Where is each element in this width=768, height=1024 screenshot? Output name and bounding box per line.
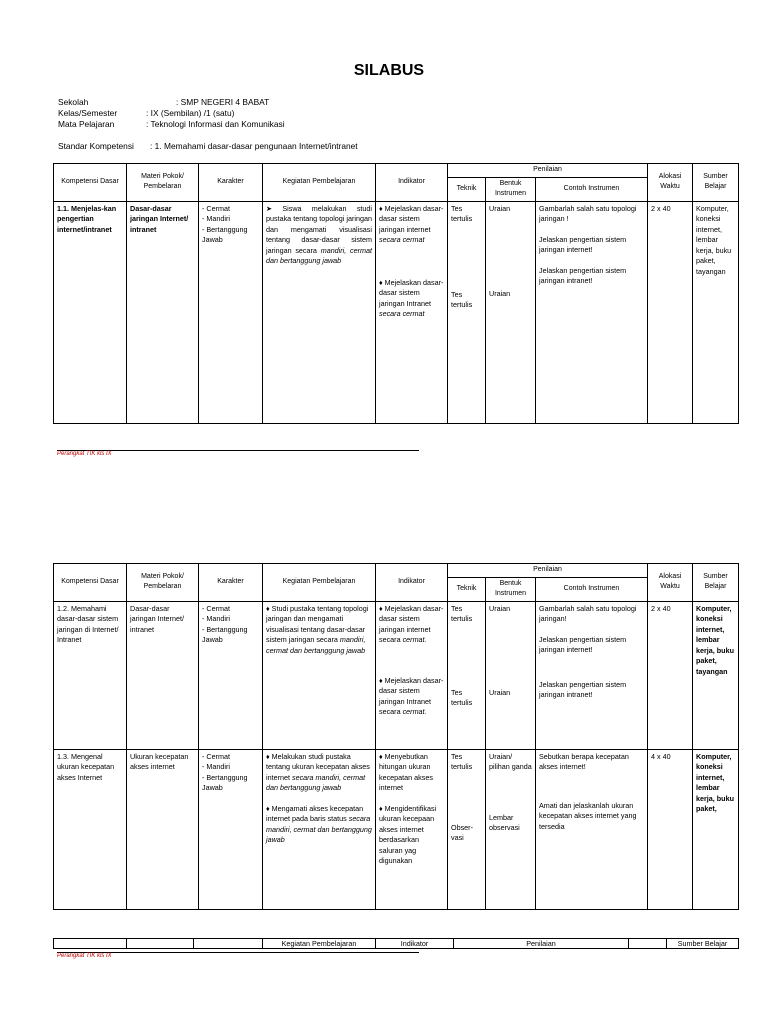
bentuk-text: Uraian/ pilihan ganda — [489, 751, 532, 771]
info-value: : Teknologi Informasi dan Komunikasi — [146, 119, 285, 129]
bottom-cell-empty — [629, 939, 667, 949]
bottom-cell-empty — [54, 939, 127, 949]
indikator-italic: secara cermat — [379, 309, 425, 318]
header-teknik: Teknik — [448, 177, 486, 201]
standar-value: : 1. Memahami dasar-dasar pengunaan Internet/intranet — [150, 141, 358, 151]
teknik-cell — [448, 201, 486, 423]
header-bentuk: Bentuk Instrumen — [486, 177, 536, 201]
info-kelas — [58, 108, 234, 118]
kegiatan-cell — [263, 749, 376, 909]
kegiatan-text: Siswa melakukan studi pustaka tentang topologi jaringan dan mengamati visualisasi tentang dasar-dasar sistem jaringan secara — [266, 203, 373, 255]
materi-cell — [127, 749, 199, 909]
teknik-text: Tes tertulis — [451, 289, 473, 309]
contoh-text: Gambarlah salah satu topologi jaringan! — [539, 603, 637, 623]
karakter-item: - Mandiri — [202, 614, 230, 623]
contoh-text: Sebutkan berapa kecepatan akses internet! — [539, 751, 629, 771]
kegiatan-italic: secara mandiri, cermat dan bertanggung jawab — [266, 814, 372, 844]
header-kegiatan: Kegiatan Pembelajaran — [263, 164, 376, 202]
bottom-indikator: Indikator — [376, 939, 454, 949]
indikator-italic: cermat. — [402, 707, 427, 716]
header-materi: Materi Pokok/ Pembelaran — [127, 564, 199, 602]
sumber-cell — [693, 749, 739, 909]
karakter-item: - Bertanggung Jawab — [202, 624, 248, 644]
kd-text: 1.2. Memahami dasar-dasar sistem jaringan di Internet/ Intranet — [57, 603, 119, 644]
karakter-item: - Cermat — [202, 751, 230, 761]
kegiatan-text: ♦ Studi pustaka tentang topologi jaringan dan mengamati visualisasi tentang dasar-dasar sistem jaringan secara — [266, 603, 369, 644]
kd-cell — [54, 749, 127, 909]
karakter-cell — [199, 749, 263, 909]
kegiatan-italic: mandiri, cermat dan bertanggung jawab — [266, 635, 366, 655]
header-penilaian: Penilaian — [448, 164, 648, 178]
indikator-italic: cermat. — [402, 635, 427, 644]
standar-label: Standar Kompetensi — [58, 141, 134, 151]
indikator-text: ♦ Mejelaskan dasar-dasar sistem jaringan Intranet — [379, 277, 444, 308]
karakter-item: - Cermat — [202, 203, 230, 213]
indikator-text: ♦ Mejelaskan dasar-dasar sistem jaringan internet — [379, 203, 444, 234]
header-sumber: Sumber Belajar — [693, 164, 739, 202]
alokasi-text: 2 x 40 — [651, 603, 671, 613]
kegiatan-text: ♦ Melakukan studi pustaka tentang ukuran kecepatan akses internet — [266, 751, 370, 782]
materi-text: Ukuran kecepatan akses internet — [130, 751, 189, 771]
teknik-cell — [448, 601, 486, 749]
header-kd: Kompetensi Dasar — [54, 564, 127, 602]
contoh-text: Jelaskan pengertian sistem jaringan intranet! — [539, 265, 627, 285]
info-label: Mata Pelajaran — [58, 119, 115, 129]
bentuk-cell — [486, 601, 536, 749]
info-value: : IX (Sembilan) /1 (satu) — [146, 108, 235, 118]
footer-text: Perangkat TIK kls IX — [57, 451, 112, 457]
sumber-text: Komputer, koneksi internet, lembar kerja, buku paket, tayangan — [696, 603, 734, 676]
kegiatan-italic: secara mandiri, cermat dan bertanggung jawab — [266, 772, 366, 792]
syllabus-table-1 — [53, 163, 739, 424]
alokasi-cell — [648, 601, 693, 749]
info-sekolah — [58, 97, 269, 107]
info-label: Kelas/Semester — [58, 108, 118, 118]
karakter-cell — [199, 201, 263, 423]
info-value: : SMP NEGERI 4 BABAT — [176, 97, 270, 107]
bentuk-text: Uraian — [489, 688, 511, 697]
bottom-cell-empty — [194, 939, 263, 949]
indikator-italic: secara cermat — [379, 235, 425, 244]
karakter-item: - Bertanggung Jawab — [202, 224, 248, 244]
karakter-item: - Bertanggung Jawab — [202, 772, 248, 792]
materi-text: Dasar-dasar jaringan Internet/ intranet — [130, 603, 184, 634]
sumber-text: Komputer, koneksi internet, lembar kerja, buku paket, — [696, 751, 734, 813]
alokasi-cell — [648, 749, 693, 909]
sumber-text: Komputer, koneksi internet, lembar kerja, buku paket, tayangan — [696, 203, 732, 276]
bottom-kegiatan: Kegiatan Pembelajaran — [263, 939, 376, 949]
kd-text: 1.1. Menjelas-kan pengertian internet/intranet — [57, 203, 117, 234]
alokasi-text: 2 x 40 — [651, 203, 671, 213]
contoh-text: Jelaskan pengertian sistem jaringan internet! — [539, 234, 627, 254]
header-teknik: Teknik — [448, 577, 486, 601]
teknik-text: Tes tertulis — [451, 203, 473, 223]
kd-text: 1.3. Mengenal ukuran kecepatan akses Internet — [57, 751, 115, 782]
header-materi: Materi Pokok/ Pembelaran — [127, 164, 199, 202]
sumber-cell — [693, 201, 739, 423]
contoh-text: Amati dan jelaskanlah ukuran kecepatan akses internet yang tersedia — [539, 800, 637, 831]
header-indikator: Indikator — [376, 564, 448, 602]
bentuk-text: Uraian — [489, 289, 511, 298]
teknik-text: Tes tertulis — [451, 751, 473, 771]
header-alokasi: Alokasi Waktu — [648, 164, 693, 202]
materi-text: Dasar-dasar jaringan Internet/ intranet — [130, 203, 189, 234]
header-bentuk: Bentuk Instrumen — [486, 577, 536, 601]
header-contoh: Contoh Instrumen — [536, 577, 648, 601]
indikator-text: ♦ Menyebutkan hitungan ukuran kecepatan akses internet — [379, 751, 433, 792]
bottom-penilaian: Penilaian — [454, 939, 629, 949]
syllabus-table-2 — [53, 563, 739, 910]
contoh-cell — [536, 749, 648, 909]
info-label: Sekolah — [58, 97, 89, 107]
alokasi-text: 4 x 40 — [651, 751, 671, 761]
header-contoh: Contoh Instrumen — [536, 177, 648, 201]
kegiatan-cell — [263, 201, 376, 423]
bentuk-cell — [486, 749, 536, 909]
footer-text: Perangkat TIK kls IX — [57, 953, 112, 959]
indikator-cell — [376, 201, 448, 423]
header-kegiatan: Kegiatan Pembelajaran — [263, 564, 376, 602]
sumber-cell — [693, 601, 739, 749]
indikator-text: ♦ Mengidentifikasi ukuran kecepaan akses internet berdasarkan saluran yag digunakan — [379, 803, 437, 865]
teknik-cell — [448, 749, 486, 909]
teknik-text: Tes tertulis — [451, 603, 473, 623]
indikator-cell — [376, 749, 448, 909]
standar-kompetensi — [58, 141, 358, 151]
karakter-item: - Mandiri — [202, 214, 230, 223]
bentuk-text: Uraian — [489, 603, 511, 613]
arrow-bullet-icon: ➤ — [266, 203, 273, 213]
bottom-cell-empty — [127, 939, 194, 949]
materi-cell — [127, 601, 199, 749]
indikator-text: ♦ Mejelaskan dasar-dasar sistem jaringan internet secara — [379, 603, 444, 644]
karakter-item: - Cermat — [202, 603, 230, 613]
contoh-text: Jelaskan pengertian sistem jaringan intranet! — [539, 679, 627, 699]
header-kd: Kompetensi Dasar — [54, 164, 127, 202]
kegiatan-text: ♦ Mengamati akses kecepatan internet pada baris status — [266, 803, 364, 823]
bentuk-text: Lembar observasi — [489, 812, 520, 832]
indikator-text: ♦ Mejelaskan dasar-dasar sistem jaringan Intranet secara — [379, 675, 444, 716]
karakter-cell — [199, 601, 263, 749]
header-alokasi: Alokasi Waktu — [648, 564, 693, 602]
header-sumber: Sumber Belajar — [693, 564, 739, 602]
bottom-sumber: Sumber Belajar — [667, 939, 739, 949]
kegiatan-italic: mandiri, cermat dan bertanggung jawab — [266, 245, 373, 265]
indikator-cell — [376, 601, 448, 749]
header-penilaian: Penilaian — [448, 564, 648, 578]
teknik-text: Obser-vasi — [451, 822, 473, 842]
contoh-text: Gambarlah salah satu topologi jaringan ! — [539, 203, 637, 223]
kegiatan-cell — [263, 601, 376, 749]
teknik-text: Tes tertulis — [451, 687, 473, 707]
header-karakter: Karakter — [199, 164, 263, 202]
page-title: SILABUS — [353, 62, 425, 79]
contoh-text: Jelaskan pengertian sistem jaringan internet! — [539, 634, 627, 654]
contoh-cell — [536, 201, 648, 423]
kd-cell — [54, 601, 127, 749]
header-karakter: Karakter — [199, 564, 263, 602]
header-indikator: Indikator — [376, 164, 448, 202]
bentuk-cell — [486, 201, 536, 423]
info-mapel — [58, 119, 285, 129]
karakter-item: - Mandiri — [202, 762, 230, 771]
alokasi-cell — [648, 201, 693, 423]
kd-cell — [54, 201, 127, 423]
materi-cell — [127, 201, 199, 423]
bentuk-text: Uraian — [489, 203, 511, 213]
contoh-cell — [536, 601, 648, 749]
bottom-header-row — [53, 938, 739, 949]
